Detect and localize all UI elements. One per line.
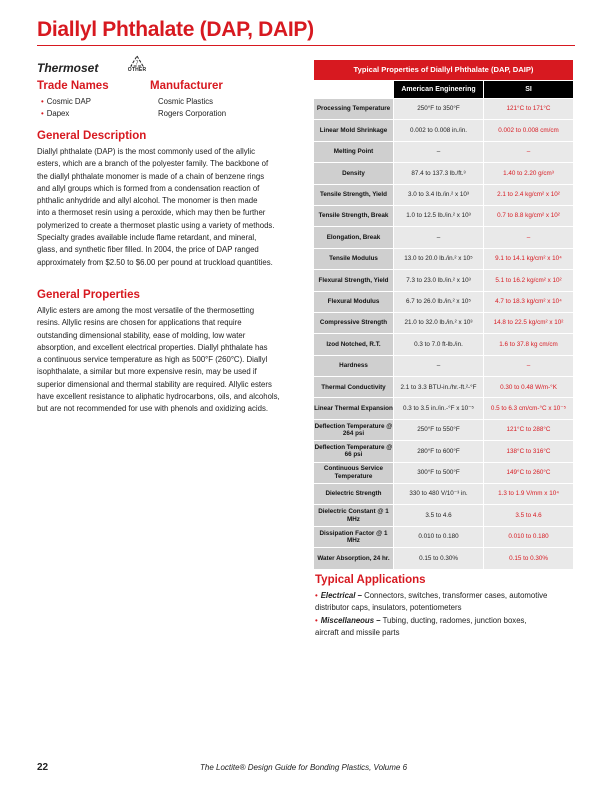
ae-value-cell: 2.1 to 3.3 BTU-in./hr.-ft.²-°F — [394, 377, 484, 398]
property-cell: Tensile Strength, Break — [314, 205, 394, 226]
property-cell: Linear Mold Shrinkage — [314, 120, 394, 141]
property-cell: Compressive Strength — [314, 312, 394, 333]
trade-name-item: • Dapex — [41, 109, 70, 118]
property-cell: Deflection Temperature @ 264 psi — [314, 419, 394, 440]
table-row — [314, 99, 574, 120]
page-title: Diallyl Phthalate (DAP, DAIP) — [37, 18, 314, 41]
table-row — [314, 526, 574, 547]
si-value-cell: 0.002 to 0.008 cm/cm — [484, 120, 574, 141]
si-value-cell: 138°C to 316°C — [484, 441, 574, 462]
property-cell: Tensile Modulus — [314, 248, 394, 269]
ae-value-cell: 7.3 to 23.0 lb./in.² x 10³ — [394, 270, 484, 291]
material-class: Thermoset — [37, 61, 99, 75]
si-value-cell: 1.6 to 37.8 kg cm/cm — [484, 334, 574, 355]
table-header-blank — [314, 81, 394, 99]
table-row — [314, 377, 574, 398]
ae-value-cell: 13.0 to 20.0 lb./in.² x 10⁵ — [394, 248, 484, 269]
property-cell: Hardness — [314, 355, 394, 376]
table-row — [314, 227, 574, 248]
table-row — [314, 398, 574, 419]
property-cell: Dielectric Strength — [314, 484, 394, 505]
recycle-badge — [125, 55, 149, 73]
general-description-heading: General Description — [37, 130, 147, 142]
ae-value-cell: 0.010 to 0.180 — [394, 526, 484, 547]
table-row — [314, 419, 574, 440]
property-cell: Izod Notched, R.T. — [314, 334, 394, 355]
ae-value-cell: – — [394, 141, 484, 162]
bullet-icon: • — [315, 591, 318, 600]
table-row — [314, 248, 574, 269]
manufacturer-item: Rogers Corporation — [158, 109, 227, 118]
ae-value-cell: 300°F to 500°F — [394, 462, 484, 483]
ae-value-cell: – — [394, 355, 484, 376]
table-row — [314, 163, 574, 184]
application-item: • Miscellaneous – Tubing, ducting, radomes, junction boxes, aircraft and missile parts — [315, 615, 527, 637]
table-row — [314, 484, 574, 505]
trade-name-item: • Cosmic DAP — [41, 97, 91, 106]
ae-value-cell: 21.0 to 32.0 lb./in.² x 10³ — [394, 312, 484, 333]
si-value-cell: 4.7 to 18.3 kg/cm² x 10⁴ — [484, 291, 574, 312]
si-value-cell: 121°C to 288°C — [484, 419, 574, 440]
table-caption: Typical Properties of Diallyl Phthalate (DAP, DAIP) — [314, 60, 574, 81]
table-row — [314, 184, 574, 205]
si-value-cell: 5.1 to 16.2 kg/cm² x 10² — [484, 270, 574, 291]
si-value-cell: 3.5 to 4.6 — [484, 505, 574, 526]
property-cell: Flexural Modulus — [314, 291, 394, 312]
property-cell: Dissipation Factor @ 1 MHz — [314, 526, 394, 547]
manufacturer-heading: Manufacturer — [150, 80, 223, 92]
table-row — [314, 120, 574, 141]
ae-value-cell: – — [394, 227, 484, 248]
bullet-icon: • — [41, 97, 44, 106]
ae-value-cell: 0.002 to 0.008 in./in. — [394, 120, 484, 141]
svg-text:7: 7 — [135, 60, 139, 67]
si-value-cell: 9.1 to 14.1 kg/cm² x 10⁴ — [484, 248, 574, 269]
si-value-cell: – — [484, 141, 574, 162]
table-row — [314, 312, 574, 333]
ae-value-cell: 87.4 to 137.3 lb./ft.³ — [394, 163, 484, 184]
general-properties-heading: General Properties — [37, 289, 140, 301]
si-value-cell: 0.5 to 6.3 cm/cm-°C x 10⁻⁵ — [484, 398, 574, 419]
si-value-cell: – — [484, 355, 574, 376]
si-value-cell: 2.1 to 2.4 kg/cm² x 10² — [484, 184, 574, 205]
manufacturer-list — [158, 96, 226, 120]
recycle-label: OTHER — [127, 67, 147, 73]
footer-text: The Loctite® Design Guide for Bonding Plastics, Volume 6 — [200, 763, 408, 772]
si-value-cell: 14.8 to 22.5 kg/cm² x 10² — [484, 312, 574, 333]
si-value-cell: 0.010 to 0.180 — [484, 526, 574, 547]
table-row — [314, 462, 574, 483]
title-divider — [37, 45, 575, 46]
ae-value-cell: 250°F to 550°F — [394, 419, 484, 440]
application-item: • Electrical – Connectors, switches, transformer cases, automotive distributor caps, insulators, potentiometers — [315, 591, 548, 613]
general-description-text: Diallyl phthalate (DAP) is the most commonly used of the allylic esters, which are a branch of the polyester family. The backbone of the diallyl phthalate monomer is made of a chain of benzene rings and allyl groups which is formed from a condensation reaction of phthalic anhydride and allyl alcohol. The monomer is then made into a thermoset resin using a peroxide, which may then be further polymerized to create a thermoset plastic using a variety of methods. Specialty grades available include flame retardant, and mineral, glass, and synthetic fiber filled. In 2004, the price of DAP ranged approximately from $2.50 to $6.00 per pound at truckload quantities. — [37, 147, 275, 267]
ae-value-cell: 3.0 to 3.4 lb./in.² x 10³ — [394, 184, 484, 205]
recycle-icon — [130, 55, 144, 67]
property-cell: Processing Temperature — [314, 99, 394, 120]
property-cell: Tensile Strength, Yield — [314, 184, 394, 205]
table-row — [314, 334, 574, 355]
ae-value-cell: 1.0 to 12.5 lb./in.² x 10³ — [394, 205, 484, 226]
si-value-cell: 121°C to 171°C — [484, 99, 574, 120]
ae-value-cell: 0.15 to 0.30% — [394, 548, 484, 569]
table-row — [314, 270, 574, 291]
property-cell: Flexural Strength, Yield — [314, 270, 394, 291]
ae-value-cell: 280°F to 600°F — [394, 441, 484, 462]
table-row — [314, 355, 574, 376]
table-row — [314, 205, 574, 226]
trade-names-list — [41, 96, 91, 120]
table-row — [314, 141, 574, 162]
typical-applications-list — [315, 590, 577, 639]
table-row — [314, 441, 574, 462]
table-row — [314, 291, 574, 312]
ae-value-cell: 0.3 to 3.5 in./in.-°F x 10⁻⁵ — [394, 398, 484, 419]
si-value-cell: 0.30 to 0.48 W/m-°K — [484, 377, 574, 398]
ae-value-cell: 6.7 to 26.0 lb./in.² x 10⁵ — [394, 291, 484, 312]
si-value-cell: 149°C to 260°C — [484, 462, 574, 483]
si-value-cell: 0.15 to 0.30% — [484, 548, 574, 569]
ae-value-cell: 250°F to 350°F — [394, 99, 484, 120]
column-header-ae: American Engineering — [394, 81, 484, 99]
property-cell: Melting Point — [314, 141, 394, 162]
ae-value-cell: 0.3 to 7.0 ft-lb./in. — [394, 334, 484, 355]
table-body — [314, 99, 574, 570]
manufacturer-item: Cosmic Plastics — [158, 97, 214, 106]
bullet-icon: • — [315, 615, 318, 625]
property-cell: Deflection Temperature @ 66 psi — [314, 441, 394, 462]
property-cell: Continuous Service Temperature — [314, 462, 394, 483]
property-cell: Linear Thermal Expansion — [314, 398, 394, 419]
ae-value-cell: 3.5 to 4.6 — [394, 505, 484, 526]
si-value-cell: 0.7 to 8.8 kg/cm² x 10² — [484, 205, 574, 226]
table-row — [314, 548, 574, 569]
general-properties-text: Allylic esters are among the most versatile of the thermosetting resins. Allylic resins are chosen for applications that require outstanding dimensional stability, ease of molding, low water absorption, and excellent electrical properties. Diallyl phthalate has a continuous service temperature as high as 500°F (260°C). Diallyl isophthalate, a similar but more expensive resin, may be used if superior dimensional and thermal stability are required. Allylic esters have excellent resistance to aliphatic hydrocarbons, oils, and alcohols, but are not recommended for use with phenols and oxidizing acids. — [37, 306, 280, 414]
table-row — [314, 505, 574, 526]
property-cell: Thermal Conductivity — [314, 377, 394, 398]
typical-applications-heading: Typical Applications — [315, 574, 426, 586]
property-cell: Water Absorption, 24 hr. — [314, 548, 394, 569]
property-cell: Density — [314, 163, 394, 184]
column-header-si: SI — [484, 81, 574, 99]
property-cell: Dielectric Constant @ 1 MHz — [314, 505, 394, 526]
property-cell: Elongation, Break — [314, 227, 394, 248]
ae-value-cell: 330 to 480 V/10⁻³ in. — [394, 484, 484, 505]
si-value-cell: 1.3 to 1.9 V/mm x 10⁴ — [484, 484, 574, 505]
trade-names-heading: Trade Names — [37, 80, 109, 92]
bullet-icon: • — [41, 109, 44, 118]
properties-table — [313, 59, 574, 570]
si-value-cell: – — [484, 227, 574, 248]
si-value-cell: 1.40 to 2.20 g/cm³ — [484, 163, 574, 184]
page-number: 22 — [37, 762, 49, 773]
